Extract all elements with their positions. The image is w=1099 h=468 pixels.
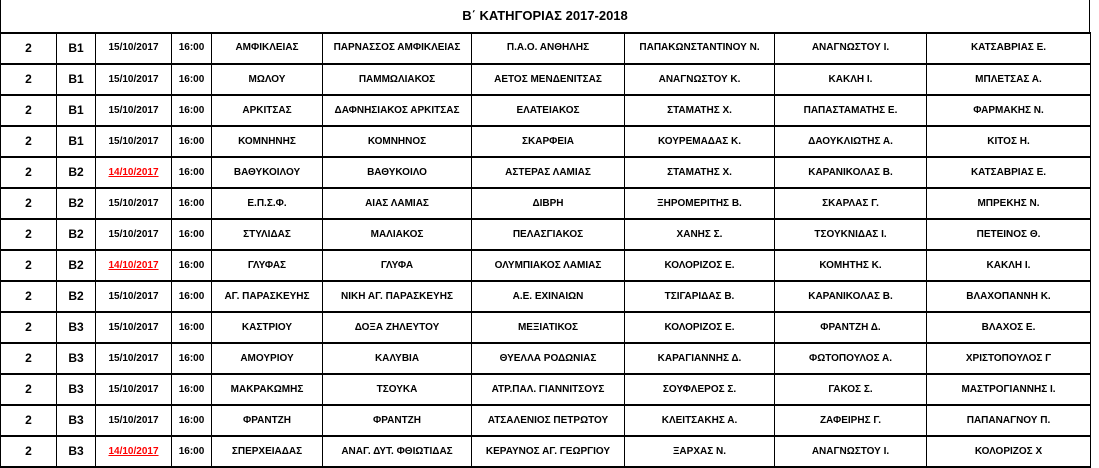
referee-cell: ΠΑΠΑΚΩΝΣΤΑΝΤΙΝΟΥ Ν. — [625, 33, 775, 64]
group-cell: Β2 — [57, 157, 96, 188]
table-row — [1, 343, 1091, 374]
away-team-cell: ΣΚΑΡΦΕΙΑ — [472, 126, 625, 157]
group-cell: Β3 — [57, 436, 96, 467]
away-team-cell: ΠΕΛΑΣΓΙΑΚΟΣ — [472, 219, 625, 250]
time-cell: 16:00 — [172, 33, 212, 64]
away-team-cell: ΑΤΡ.ΠΑΛ. ΓΙΑΝΝΙΤΣΟΥΣ — [472, 374, 625, 405]
time-cell: 16:00 — [172, 157, 212, 188]
away-team-cell: ΑΣΤΕΡΑΣ ΛΑΜΙΑΣ — [472, 157, 625, 188]
group-cell: Β1 — [57, 126, 96, 157]
home-team-cell: ΒΑΘΥΚΟΙΛΟ — [323, 157, 472, 188]
field-cell: ΜΩΛΟΥ — [212, 64, 323, 95]
time-cell: 16:00 — [172, 95, 212, 126]
date-cell: 15/10/2017 — [96, 95, 172, 126]
away-team-cell: ΚΕΡΑΥΝΟΣ ΑΓ. ΓΕΩΡΓΙΟΥ — [472, 436, 625, 467]
away-team-cell: ΑΕΤΟΣ ΜΕΝΔΕΝΙΤΣΑΣ — [472, 64, 625, 95]
away-team-cell: ΟΛΥΜΠΙΑΚΟΣ ΛΑΜΙΑΣ — [472, 250, 625, 281]
assistant2-cell: ΚΟΛΟΡΙΖΟΣ Χ — [927, 436, 1091, 467]
referee-cell: ΧΑΝΗΣ Σ. — [625, 219, 775, 250]
group-cell: Β2 — [57, 281, 96, 312]
table-row — [1, 281, 1091, 312]
field-cell: ΚΟΜΝΗΝΗΣ — [212, 126, 323, 157]
table-row — [1, 436, 1091, 467]
away-team-cell: ΘΥΕΛΛΑ ΡΟΔΩΝΙΑΣ — [472, 343, 625, 374]
week-cell: 2 — [1, 281, 57, 312]
table-row — [1, 95, 1091, 126]
group-cell: Β3 — [57, 405, 96, 436]
field-cell: ΑΡΚΙΤΣΑΣ — [212, 95, 323, 126]
field-cell: ΓΛΥΦΑΣ — [212, 250, 323, 281]
week-cell: 2 — [1, 312, 57, 343]
date-cell: 15/10/2017 — [96, 281, 172, 312]
time-cell: 16:00 — [172, 250, 212, 281]
assistant1-cell: ΦΩΤΟΠΟΥΛΟΣ Α. — [775, 343, 927, 374]
assistant1-cell: ΓΑΚΟΣ Σ. — [775, 374, 927, 405]
assistant2-cell: ΠΕΤΕΙΝΟΣ Θ. — [927, 219, 1091, 250]
referee-cell: ΣΤΑΜΑΤΗΣ Χ. — [625, 95, 775, 126]
week-cell: 2 — [1, 126, 57, 157]
assistant1-cell: ΚΑΡΑΝΙΚΟΛΑΣ Β. — [775, 157, 927, 188]
group-cell: Β1 — [57, 64, 96, 95]
time-cell: 16:00 — [172, 405, 212, 436]
away-team-cell: Α.Ε. ΕΧΙΝΑΙΩΝ — [472, 281, 625, 312]
fixtures-table — [0, 32, 1091, 468]
group-cell: Β2 — [57, 250, 96, 281]
away-team-cell: Π.Α.Ο. ΑΝΘΗΛΗΣ — [472, 33, 625, 64]
week-cell: 2 — [1, 343, 57, 374]
table-row — [1, 64, 1091, 95]
referee-cell: ΣΟΥΦΛΕΡΟΣ Σ. — [625, 374, 775, 405]
away-team-cell: ΜΕΞΙΑΤΙΚΟΣ — [472, 312, 625, 343]
date-cell: 14/10/2017 — [96, 436, 172, 467]
home-team-cell: ΔΑΦΝΗΣΙΑΚΟΣ ΑΡΚΙΤΣΑΣ — [323, 95, 472, 126]
field-cell: Ε.Π.Σ.Φ. — [212, 188, 323, 219]
date-cell: 14/10/2017 — [96, 250, 172, 281]
time-cell: 16:00 — [172, 436, 212, 467]
table-row — [1, 33, 1091, 64]
away-team-cell: ΔΙΒΡΗ — [472, 188, 625, 219]
assistant1-cell: ΤΣΟΥΚΝΙΔΑΣ Ι. — [775, 219, 927, 250]
referee-cell: ΑΝΑΓΝΩΣΤΟΥ Κ. — [625, 64, 775, 95]
assistant1-cell: ΖΑΦΕΙΡΗΣ Γ. — [775, 405, 927, 436]
referee-cell: ΚΛΕΙΤΣΑΚΗΣ Α. — [625, 405, 775, 436]
assistant2-cell: ΧΡΙΣΤΟΠΟΥΛΟΣ Γ — [927, 343, 1091, 374]
assistant1-cell: ΑΝΑΓΝΩΣΤΟΥ Ι. — [775, 436, 927, 467]
field-cell: ΑΓ. ΠΑΡΑΣΚΕΥΗΣ — [212, 281, 323, 312]
assistant1-cell: ΦΡΑΝΤΖΗ Δ. — [775, 312, 927, 343]
week-cell: 2 — [1, 374, 57, 405]
field-cell: ΦΡΑΝΤΖΗ — [212, 405, 323, 436]
date-cell: 15/10/2017 — [96, 126, 172, 157]
assistant2-cell: ΚΑΚΛΗ Ι. — [927, 250, 1091, 281]
assistant2-cell: ΚΙΤΟΣ Η. — [927, 126, 1091, 157]
assistant1-cell: ΑΝΑΓΝΩΣΤΟΥ Ι. — [775, 33, 927, 64]
field-cell: ΒΑΘΥΚΟΙΛΟΥ — [212, 157, 323, 188]
field-cell: ΣΤΥΛΙΔΑΣ — [212, 219, 323, 250]
assistant2-cell: ΜΑΣΤΡΟΓΙΑΝΝΗΣ Ι. — [927, 374, 1091, 405]
date-cell: 15/10/2017 — [96, 188, 172, 219]
week-cell: 2 — [1, 188, 57, 219]
time-cell: 16:00 — [172, 312, 212, 343]
referee-cell: ΞΗΡΟΜΕΡΙΤΗΣ Β. — [625, 188, 775, 219]
assistant2-cell: ΜΠΛΕΤΣΑΣ Α. — [927, 64, 1091, 95]
field-cell: ΑΜΦΙΚΛΕΙΑΣ — [212, 33, 323, 64]
time-cell: 16:00 — [172, 281, 212, 312]
group-cell: Β1 — [57, 33, 96, 64]
week-cell: 2 — [1, 33, 57, 64]
assistant1-cell: ΚΟΜΗΤΗΣ Κ. — [775, 250, 927, 281]
table-row — [1, 312, 1091, 343]
assistant2-cell: ΒΛΑΧΟΣ Ε. — [927, 312, 1091, 343]
date-cell: 15/10/2017 — [96, 405, 172, 436]
home-team-cell: ΑΝΑΓ. ΔΥΤ. ΦΘΙΩΤΙΔΑΣ — [323, 436, 472, 467]
assistant2-cell: ΦΑΡΜΑΚΗΣ Ν. — [927, 95, 1091, 126]
time-cell: 16:00 — [172, 64, 212, 95]
sheet-title: Β΄ ΚΑΤΗΓΟΡΙΑΣ 2017-2018 — [0, 0, 1090, 34]
assistant1-cell: ΣΚΑΡΛΑΣ Γ. — [775, 188, 927, 219]
assistant2-cell: ΚΑΤΣΑΒΡΙΑΣ Ε. — [927, 157, 1091, 188]
referee-cell: ΚΑΡΑΓΙΑΝΝΗΣ Δ. — [625, 343, 775, 374]
home-team-cell: ΤΣΟΥΚΑ — [323, 374, 472, 405]
away-team-cell: ΑΤΣΑΛΕΝΙΟΣ ΠΕΤΡΩΤΟΥ — [472, 405, 625, 436]
group-cell: Β2 — [57, 219, 96, 250]
week-cell: 2 — [1, 95, 57, 126]
assistant2-cell: ΜΠΡΕΚΗΣ Ν. — [927, 188, 1091, 219]
assistant2-cell: ΒΛΑΧΟΠΑΝΝΗ Κ. — [927, 281, 1091, 312]
week-cell: 2 — [1, 436, 57, 467]
week-cell: 2 — [1, 405, 57, 436]
home-team-cell: ΑΙΑΣ ΛΑΜΙΑΣ — [323, 188, 472, 219]
assistant1-cell: ΚΑΡΑΝΙΚΟΛΑΣ Β. — [775, 281, 927, 312]
date-cell: 15/10/2017 — [96, 219, 172, 250]
group-cell: Β3 — [57, 374, 96, 405]
home-team-cell: ΚΑΛΥΒΙΑ — [323, 343, 472, 374]
date-cell: 15/10/2017 — [96, 33, 172, 64]
date-cell: 15/10/2017 — [96, 343, 172, 374]
referee-cell: ΣΤΑΜΑΤΗΣ Χ. — [625, 157, 775, 188]
time-cell: 16:00 — [172, 343, 212, 374]
assistant1-cell: ΔΑΟΥΚΛΙΩΤΗΣ Α. — [775, 126, 927, 157]
table-row — [1, 126, 1091, 157]
field-cell: ΜΑΚΡΑΚΩΜΗΣ — [212, 374, 323, 405]
week-cell: 2 — [1, 219, 57, 250]
field-cell: ΑΜΟΥΡΙΟΥ — [212, 343, 323, 374]
table-row — [1, 374, 1091, 405]
away-team-cell: ΕΛΑΤΕΙΑΚΟΣ — [472, 95, 625, 126]
assistant2-cell: ΠΑΠΑΝΑΓΝΟΥ Π. — [927, 405, 1091, 436]
time-cell: 16:00 — [172, 126, 212, 157]
group-cell: Β1 — [57, 95, 96, 126]
table-row — [1, 250, 1091, 281]
field-cell: ΣΠΕΡΧΕΙΑΔΑΣ — [212, 436, 323, 467]
time-cell: 16:00 — [172, 219, 212, 250]
referee-cell: ΚΟΛΟΡΙΖΟΣ Ε. — [625, 312, 775, 343]
referee-cell: ΞΑΡΧΑΣ Ν. — [625, 436, 775, 467]
date-cell: 14/10/2017 — [96, 157, 172, 188]
group-cell: Β3 — [57, 343, 96, 374]
date-cell: 15/10/2017 — [96, 64, 172, 95]
time-cell: 16:00 — [172, 188, 212, 219]
week-cell: 2 — [1, 64, 57, 95]
referee-cell: ΚΟΥΡΕΜΑΔΑΣ Κ. — [625, 126, 775, 157]
week-cell: 2 — [1, 157, 57, 188]
assistant1-cell: ΚΑΚΛΗ Ι. — [775, 64, 927, 95]
assistant1-cell: ΠΑΠΑΣΤΑΜΑΤΗΣ Ε. — [775, 95, 927, 126]
home-team-cell: ΦΡΑΝΤΖΗ — [323, 405, 472, 436]
table-row — [1, 405, 1091, 436]
referee-cell: ΚΟΛΟΡΙΖΟΣ Ε. — [625, 250, 775, 281]
date-cell: 15/10/2017 — [96, 312, 172, 343]
referee-cell: ΤΣΙΓΑΡΙΔΑΣ Β. — [625, 281, 775, 312]
home-team-cell: ΠΑΜΜΩΛΙΑΚΟΣ — [323, 64, 472, 95]
group-cell: Β3 — [57, 312, 96, 343]
home-team-cell: ΜΑΛΙΑΚΟΣ — [323, 219, 472, 250]
home-team-cell: ΔΟΞΑ ΖΗΛΕΥΤΟΥ — [323, 312, 472, 343]
group-cell: Β2 — [57, 188, 96, 219]
home-team-cell: ΓΛΥΦΑ — [323, 250, 472, 281]
home-team-cell: ΠΑΡΝΑΣΣΟΣ ΑΜΦΙΚΛΕΙΑΣ — [323, 33, 472, 64]
week-cell: 2 — [1, 250, 57, 281]
table-row — [1, 188, 1091, 219]
assistant2-cell: ΚΑΤΣΑΒΡΙΑΣ Ε. — [927, 33, 1091, 64]
table-row — [1, 157, 1091, 188]
home-team-cell: ΝΙΚΗ ΑΓ. ΠΑΡΑΣΚΕΥΗΣ — [323, 281, 472, 312]
time-cell: 16:00 — [172, 374, 212, 405]
table-row — [1, 219, 1091, 250]
field-cell: ΚΑΣΤΡΙΟΥ — [212, 312, 323, 343]
date-cell: 15/10/2017 — [96, 374, 172, 405]
home-team-cell: ΚΟΜΝΗΝΟΣ — [323, 126, 472, 157]
